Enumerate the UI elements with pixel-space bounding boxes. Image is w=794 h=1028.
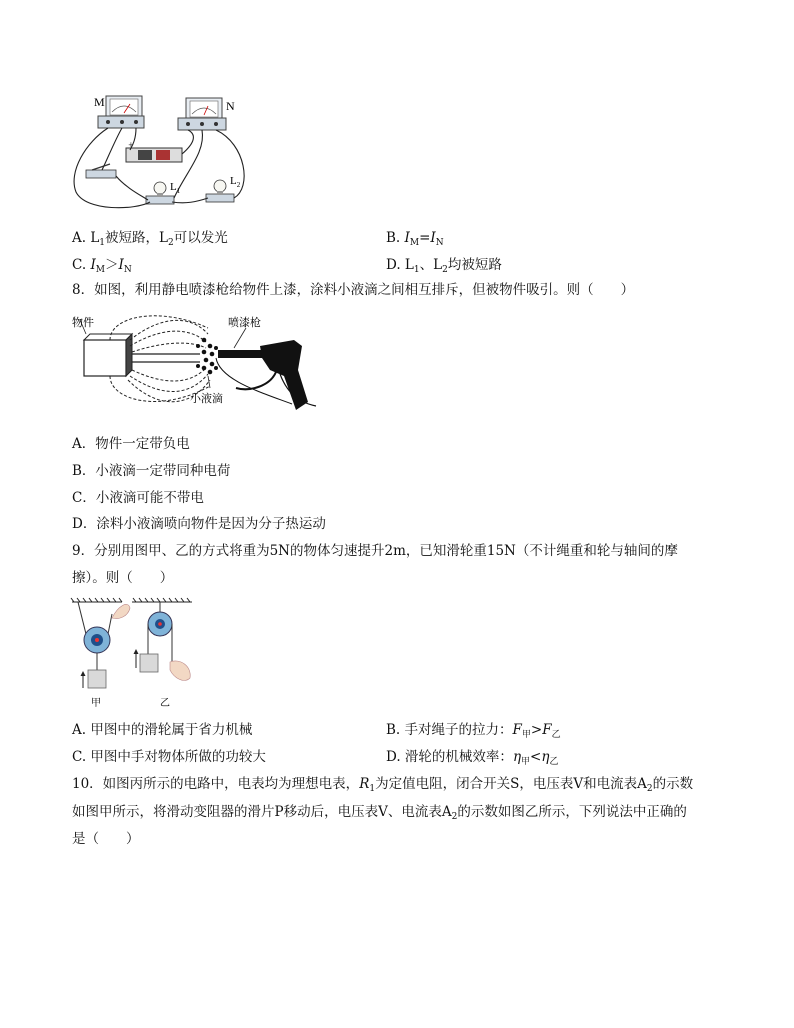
- q10-stem-line3: 是（ ）: [72, 831, 140, 847]
- switch: [86, 164, 116, 178]
- q8-option-d: D．涂料小液滴喷向物件是因为分子热运动: [72, 516, 326, 532]
- q9-label-yi: 乙: [160, 698, 170, 709]
- q9-label-jia: 甲: [91, 698, 101, 709]
- q7-option-b: B. $I_M=I_N$: [386, 230, 444, 248]
- arrow-lines: [132, 354, 200, 362]
- pulley-yi: [134, 602, 191, 680]
- q7-label-m: M: [94, 95, 105, 109]
- q8-option-c: C．小液滴可能不带电: [72, 490, 204, 506]
- spray-gun: [216, 340, 316, 410]
- q10-stem-line1: 10．如图丙所示的电路中，电表均为理想电表，$R_1$为定值电阻，闭合开关S，电压表V和电流表$A_2$的示数: [72, 776, 694, 794]
- q7-label-l1: $L_1$: [170, 181, 181, 195]
- q9-option-c: C. 甲图中手对物体所做的功较大: [72, 749, 266, 765]
- q7-option-a: A. $L_1$被短路，$L_2$可以发光: [72, 230, 228, 248]
- ceilings: [71, 598, 192, 602]
- q9-stem-line1: 9．分别用图甲、乙的方式将重为5N的物体匀速提升2m，已知滑轮重15N（不计绳重和轮与轴间的摩: [72, 543, 678, 559]
- q8-object-label: 物件: [72, 316, 94, 329]
- q9-option-d: D. 滑轮的机械效率：$\eta_甲<\eta_乙$: [386, 749, 559, 767]
- q7-option-c: C. $I_M>I_N$: [72, 257, 132, 275]
- q8-droplet-label: 小液滴: [190, 392, 223, 405]
- pulley-jia: [78, 602, 130, 688]
- q9-option-a: A. 甲图中的滑轮属于省力机械: [72, 722, 253, 738]
- svg-text:+: +: [128, 141, 134, 149]
- meter-m: [98, 96, 144, 128]
- q7-label-l2: $L_2$: [230, 175, 241, 189]
- q9-option-b: B. 手对绳子的拉力：$F_甲>F_乙$: [386, 722, 561, 740]
- meter-n: [178, 98, 226, 130]
- q8-option-b: B．小液滴一定带同种电荷: [72, 463, 231, 479]
- q8-option-a: A．物件一定带负电: [72, 436, 190, 452]
- q9-stem-line2: 擦）。则（ ）: [72, 570, 174, 586]
- q7-option-d: D. $L_1$、$L_2$均被短路: [386, 257, 502, 275]
- q8-spray-gun-figure: [70, 310, 320, 422]
- q10-stem-line2: 如图甲所示，将滑动变阻器的滑片P移动后，电压表V、电流表$A_2$的示数如图乙所示，下列说法中正确的: [72, 804, 687, 822]
- droplet-cluster: [196, 338, 218, 375]
- q7-label-n: N: [226, 99, 235, 113]
- q7-circuit-figure: [66, 92, 266, 214]
- q9-pulley-figure: [68, 596, 208, 710]
- battery: [126, 141, 182, 162]
- q8-gun-label: 喷漆枪: [228, 316, 261, 329]
- q8-stem: 8．如图，利用静电喷漆枪给物件上漆，涂料小液滴之间相互排斥，但被物件吸引。则（ ）: [72, 282, 635, 298]
